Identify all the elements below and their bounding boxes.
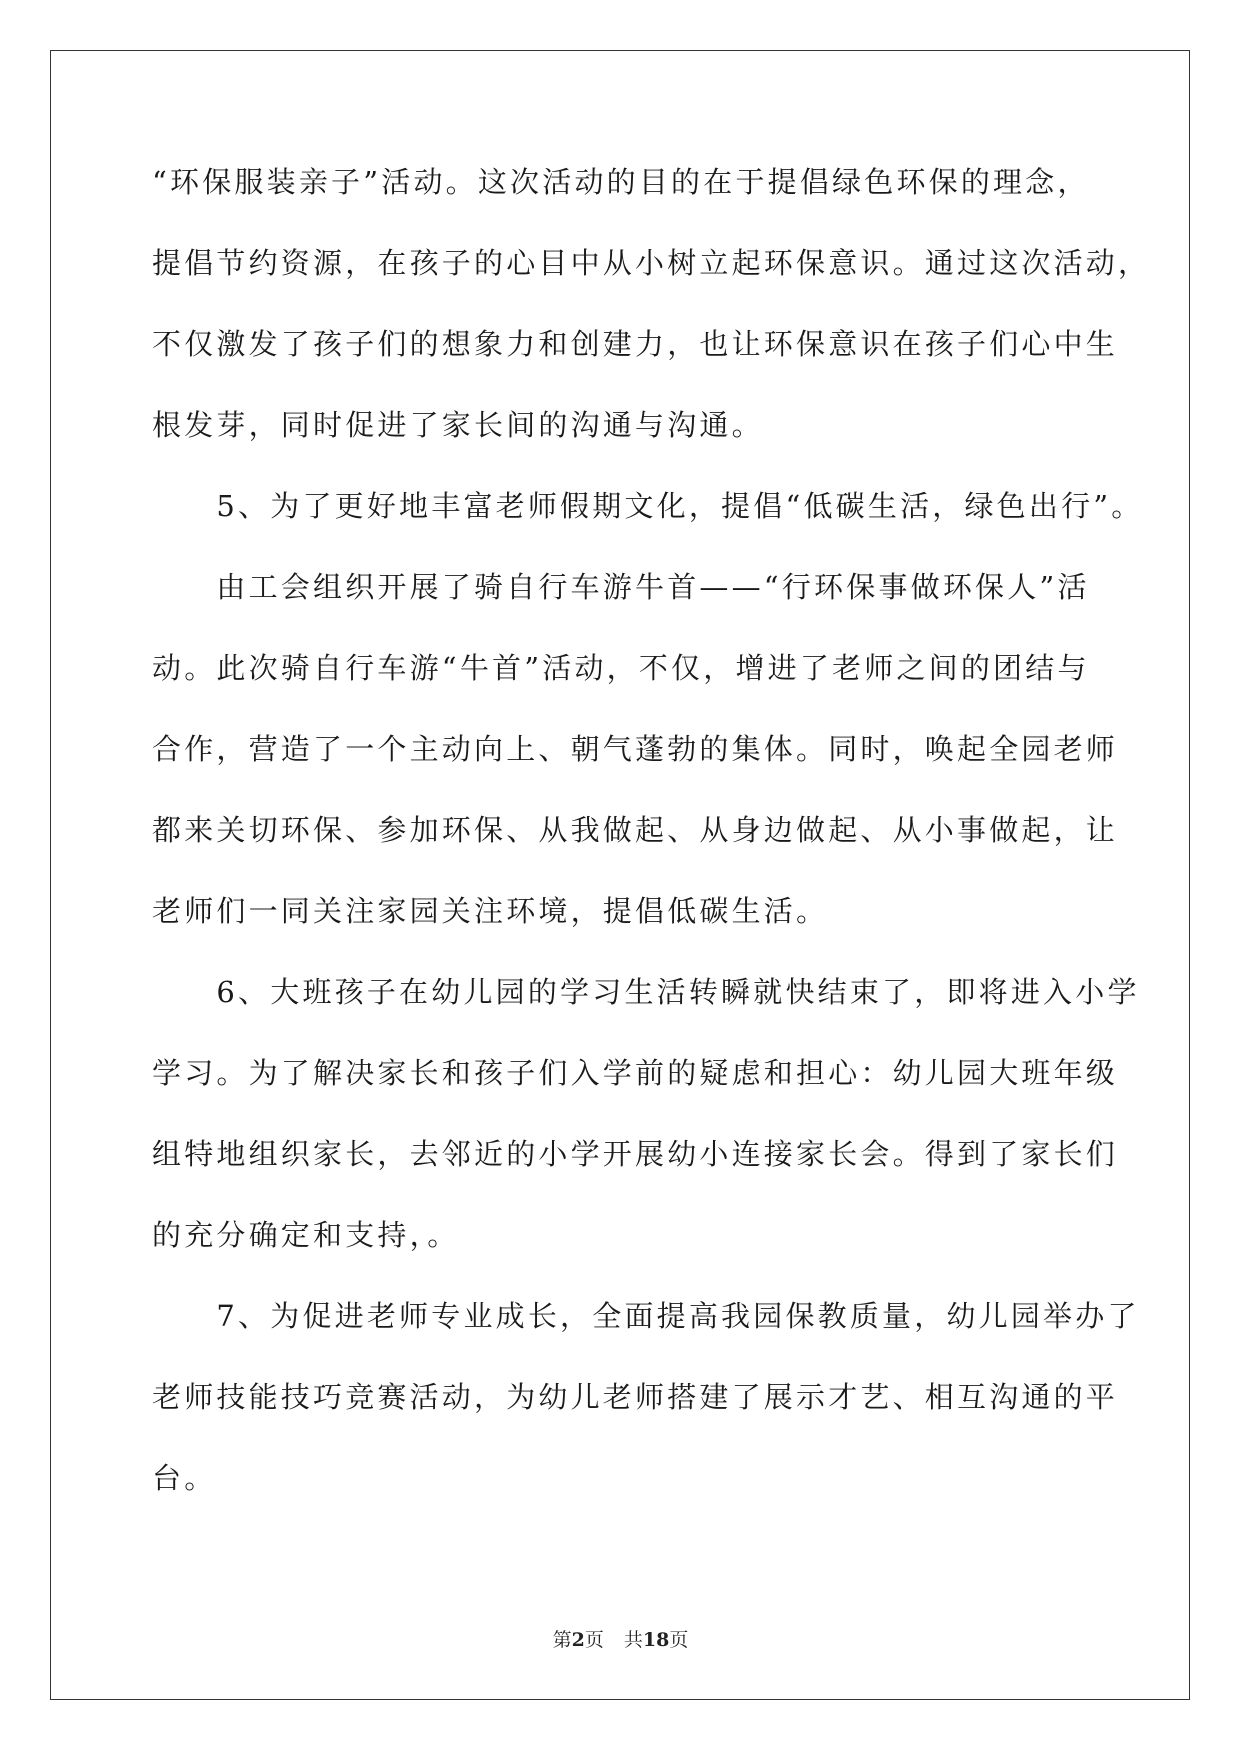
text-line: 不仅激发了孩子们的想象力和创建力，也让环保意识在孩子们心中生 bbox=[152, 327, 1119, 361]
paragraph-6-start: 6、大班孩子在幼儿园的学习生活转瞬就快结束了，即将进入小学 bbox=[152, 975, 1140, 1009]
document-body bbox=[152, 163, 1151, 1540]
page-suffix: 页 bbox=[584, 1629, 604, 1651]
text-line: 由工会组织开展了骑自行车游牛首——“行环保事做环保人”活 bbox=[152, 570, 1090, 604]
total-suffix: 页 bbox=[669, 1629, 689, 1651]
text-line: “环保服装亲子”活动。这次活动的目的在于提倡绿色环保的理念， bbox=[152, 165, 1090, 199]
page-footer bbox=[0, 1625, 1241, 1652]
text-line: 学习。为了解决家长和孩子们入学前的疑虑和担心：幼儿园大班年级 bbox=[152, 1056, 1119, 1090]
page-number: 2 bbox=[571, 1629, 585, 1651]
total-pages: 18 bbox=[642, 1629, 670, 1651]
text-line: 提倡节约资源，在孩子的心目中从小树立起环保意识。通过这次活动， bbox=[152, 246, 1151, 280]
text-line: 台。 bbox=[152, 1461, 217, 1495]
text-line: 动。此次骑自行车游“牛首”活动，不仅，增进了老师之间的团结与 bbox=[152, 651, 1090, 685]
paragraph-7-start: 7、为促进老师专业成长，全面提高我园保教质量，幼儿园举办了 bbox=[152, 1299, 1140, 1333]
text-line: 根发芽，同时促进了家长间的沟通与沟通。 bbox=[152, 408, 764, 442]
text-line: 老师技能技巧竞赛活动，为幼儿老师搭建了展示才艺、相互沟通的平 bbox=[152, 1380, 1119, 1414]
page-prefix: 第 bbox=[552, 1629, 572, 1651]
paragraph-5-start: 5、为了更好地丰富老师假期文化，提倡“低碳生活，绿色出行”。 bbox=[152, 489, 1144, 523]
text-line: 合作，营造了一个主动向上、朝气蓬勃的集体。同时，唤起全园老师 bbox=[152, 732, 1119, 766]
text-line: 都来关切环保、参加环保、从我做起、从身边做起、从小事做起，让 bbox=[152, 813, 1119, 847]
total-prefix: 共 bbox=[623, 1629, 643, 1651]
text-line: 的充分确定和支持，。 bbox=[152, 1218, 460, 1252]
text-line: 组特地组织家长，去邻近的小学开展幼小连接家长会。得到了家长们 bbox=[152, 1137, 1119, 1171]
text-line: 老师们一同关注家园关注环境，提倡低碳生活。 bbox=[152, 894, 829, 928]
